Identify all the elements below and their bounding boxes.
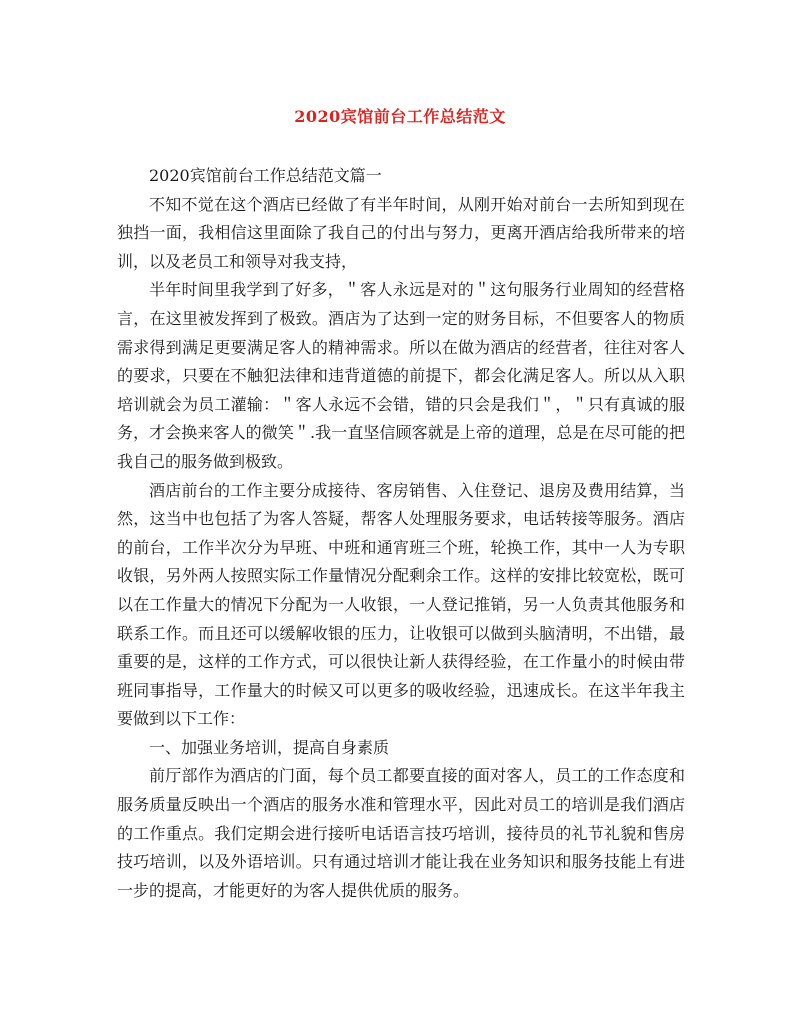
paragraph: 前厅部作为酒店的门面，每个员工都要直接的面对客人，员工的工作态度和服务质量反映出一个酒店的服务水准和管理水平，因此对员工的培训是我们酒店的工作重点。我们定期会进行接听电话语言技巧培训，接待员的礼节礼貌和售房技巧培训，以及外语培训。只有通过培训才能让我在业务知识和服务技能上有进一步的提高，才能更好的为客人提供优质的服务。 [117, 766, 685, 900]
document-title: 2020宾馆前台工作总结范文 [294, 107, 506, 126]
paragraph: 半年时间里我学到了好多，＂客人永远是对的＂这句服务行业周知的经营格言，在这里被发挥到了极致。酒店为了达到一定的财务目标，不但要客人的物质需求得到满足更要满足客人的精神需求。所以在做为酒店的经营者，往往对客人的要求，只要在不触犯法律和违背道德的前提下，都会化满足客人。所以从入职培训就会为员工灌输：＂客人永远不会错，错的只会是我们＂，＂只有真诚的服务，才会换来客人的微笑＂.我一直坚信顾客就是上帝的道理，总是在尽可能的把我自己的服务做到极致。 [117, 280, 685, 471]
paragraph: 酒店前台的工作主要分成接待、客房销售、入住登记、退房及费用结算，当然，这当中也包括了为客人答疑，帮客人处理服务要求，电话转接等服务。酒店的前台，工作半次分为早班、中班和通宵班三个班，轮换工作，其中一人为专职收银，另外两人按照实际工作量情况分配剩余工作。这样的安排比较宽松，既可以在工作量大的情况下分配为一人收银，一人登记推销，另一人负责其他服务和联系工作。而且还可以缓解收银的压力，让收银可以做到头脑清明，不出错，最重要的是，这样的工作方式，可以很快让新人获得经验，在工作量小的时候由带班同事指导，工作量大的时候又可以更多的吸收经验，迅速成长。在这半年我主要做到以下工作： [117, 480, 685, 729]
subsection-heading: 一、加强业务培训，提高自身素质 [149, 737, 390, 757]
document-body [117, 162, 685, 905]
section-heading: 2020宾馆前台工作总结范文篇一 [149, 166, 382, 185]
paragraph: 不知不觉在这个酒店已经做了有半年时间，从刚开始对前台一去所知到现在独挡一面，我相信这里面除了我自己的付出与努力，更离开酒店给我所带来的培训，以及老员工和领导对我支持， [117, 194, 685, 271]
